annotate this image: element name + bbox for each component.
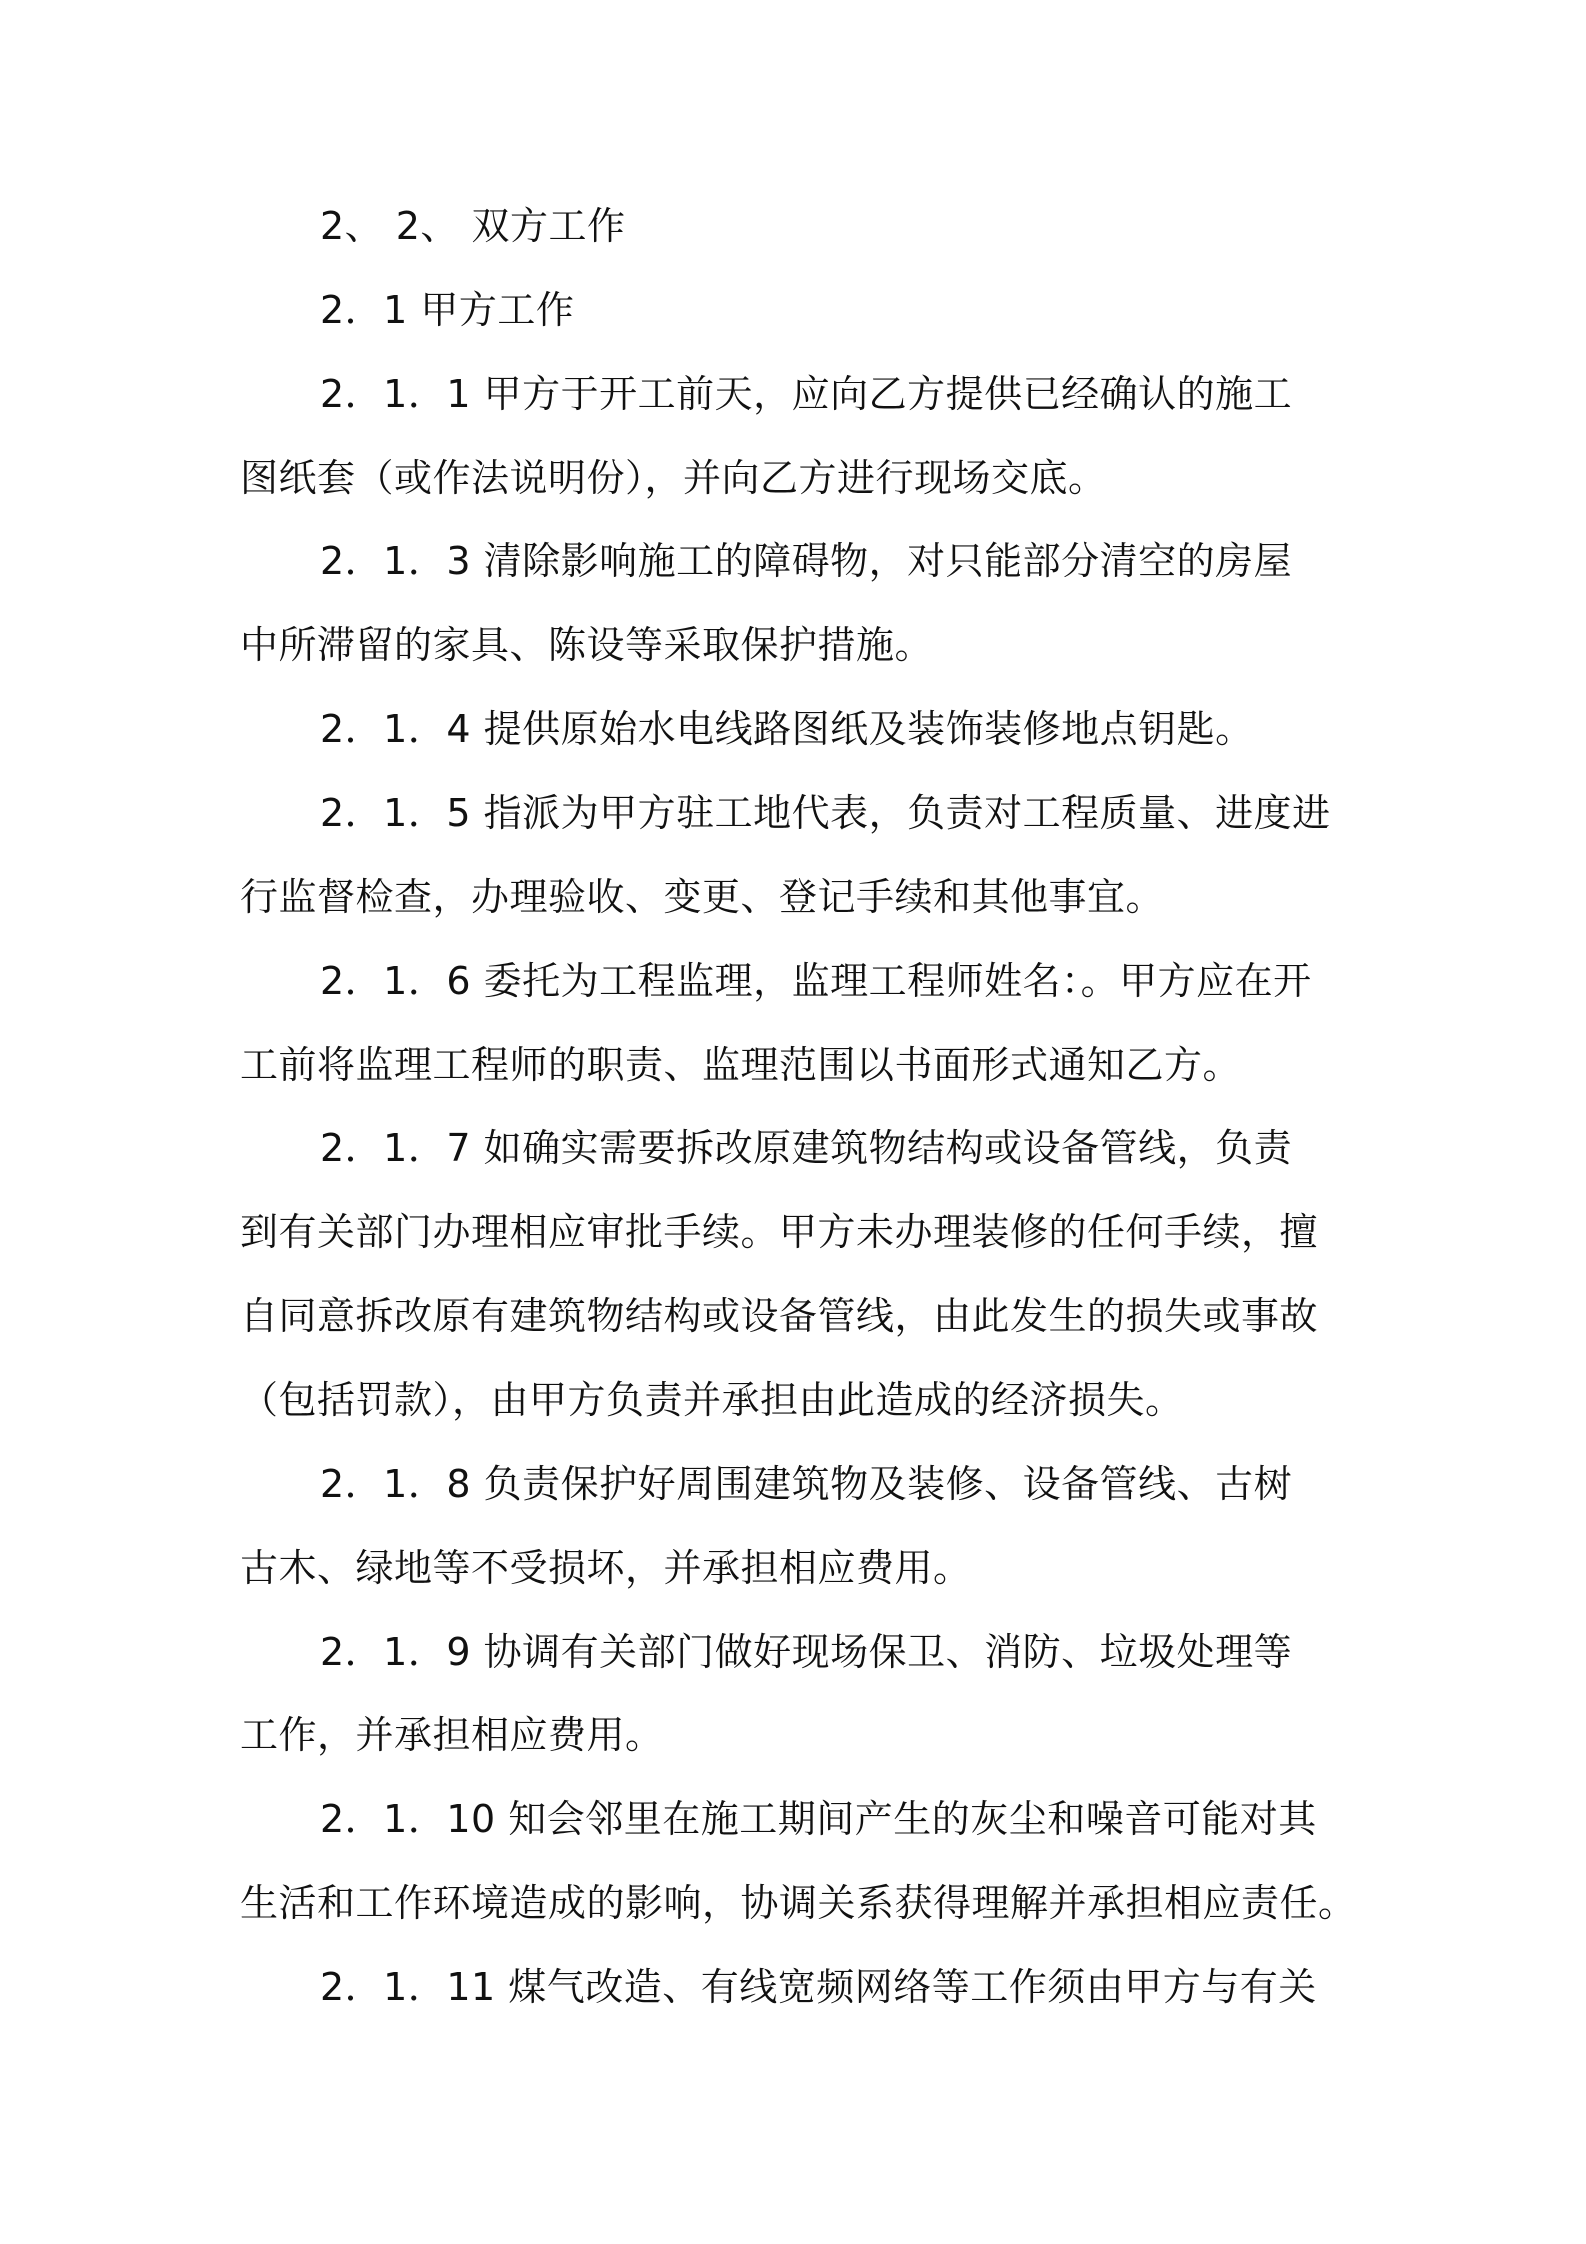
clause-2-1-9-cont: 工作，并承担相应费用。 <box>240 1713 664 1757</box>
clause-2-1-3-cont: 中所滞留的家具、陈设等采取保护措施。 <box>240 623 934 667</box>
section-heading: 2、 2、 双方工作 <box>320 204 626 248</box>
clause-2-1-4: 2．1．4 提供原始水电线路图纸及装饰装修地点钥匙。 <box>320 707 1254 751</box>
clause-2-1-7-cont-2: 自同意拆改原有建筑物结构或设备管线，由此发生的损失或事故 <box>240 1294 1319 1338</box>
clause-2-1-7-cont-3: （包括罚款），由甲方负责并承担由此造成的经济损失。 <box>240 1378 1184 1422</box>
clause-2-1-6: 2．1．6 委托为工程监理，监理工程师姓名：。甲方应在开 <box>320 959 1312 1003</box>
clause-2-1-7: 2．1．7 如确实需要拆改原建筑物结构或设备管线，负责 <box>320 1126 1293 1170</box>
clause-2-1-6-cont: 工前将监理工程师的职责、监理范围以书面形式通知乙方。 <box>240 1043 1242 1087</box>
clause-2-1-9: 2．1．9 协调有关部门做好现场保卫、消防、垃圾处理等 <box>320 1630 1293 1674</box>
clause-2-1-3: 2．1．3 清除影响施工的障碍物，对只能部分清空的房屋 <box>320 539 1293 583</box>
clause-2-1-8: 2．1．8 负责保护好周围建筑物及装修、设备管线、古树 <box>320 1462 1293 1506</box>
clause-2-1-10-cont: 生活和工作环境造成的影响，协调关系获得理解并承担相应责任。 <box>240 1881 1357 1925</box>
clause-2-1-1-cont: 图纸套（或作法说明份），并向乙方进行现场交底。 <box>240 456 1107 500</box>
subsection-heading: 2．1 甲方工作 <box>320 288 575 332</box>
clause-2-1-8-cont: 古木、绿地等不受损坏，并承担相应费用。 <box>240 1546 972 1590</box>
clause-2-1-7-cont-1: 到有关部门办理相应审批手续。甲方未办理装修的任何手续，擅 <box>240 1210 1319 1254</box>
clause-2-1-11: 2．1．11 煤气改造、有线宽频网络等工作须由甲方与有关 <box>320 1965 1317 2009</box>
clause-2-1-10: 2．1．10 知会邻里在施工期间产生的灰尘和噪音可能对其 <box>320 1797 1317 1841</box>
clause-2-1-5: 2．1．5 指派为甲方驻工地代表，负责对工程质量、进度进 <box>320 791 1331 835</box>
clause-2-1-1: 2．1．1 甲方于开工前天，应向乙方提供已经确认的施工 <box>320 372 1293 416</box>
clause-2-1-5-cont: 行监督检查，办理验收、变更、登记手续和其他事宜。 <box>240 875 1165 919</box>
